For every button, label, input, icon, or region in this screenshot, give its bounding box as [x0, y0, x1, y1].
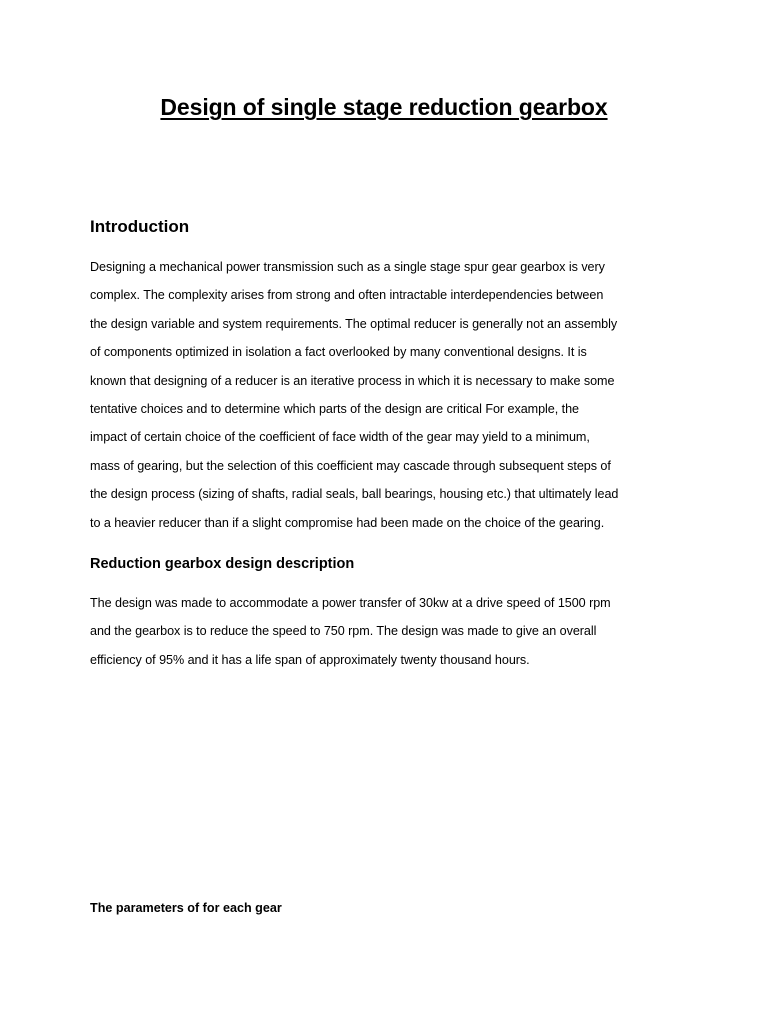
paragraph-line: to a heavier reducer than if a slight compromise had been made on the choice of the gearing. [90, 515, 605, 530]
parameters-label: The parameters of for each gear [90, 901, 282, 915]
paragraph-line: mass of gearing, but the selection of this coefficient may cascade through subsequent steps of [90, 458, 611, 473]
introduction-paragraph [90, 253, 680, 537]
paragraph-line: The design was made to accommodate a power transfer of 30kw at a drive speed of 1500 rpm [90, 596, 611, 610]
design-description-paragraph [90, 589, 680, 674]
section-heading-introduction: Introduction [90, 217, 190, 236]
paragraph-line: and the gearbox is to reduce the speed to 750 rpm. The design was made to give an overall [90, 624, 597, 639]
paragraph-line: of components optimized in isolation a fact overlooked by many conventional designs. It is [90, 345, 587, 360]
paragraph-line: Designing a mechanical power transmission such as a single stage spur gear gearbox is very [90, 260, 605, 274]
paragraph-line: the design variable and system requirements. The optimal reducer is generally not an assembly [90, 316, 618, 331]
paragraph-line: tentative choices and to determine which parts of the design are critical For example, the [90, 402, 580, 417]
paragraph-line: the design process (sizing of shafts, radial seals, ball bearings, housing etc.) that ultimately lead [90, 487, 619, 502]
paragraph-line: impact of certain choice of the coefficient of face width of the gear may yield to a minimum, [90, 430, 590, 445]
paragraph-line: known that designing of a reducer is an iterative process in which it is necessary to make some [90, 373, 615, 388]
paragraph-line: efficiency of 95% and it has a life span of approximately twenty thousand hours. [90, 652, 530, 667]
section-heading-design-description: Reduction gearbox design description [90, 556, 355, 572]
document-title: Design of single stage reduction gearbox [160, 94, 608, 120]
paragraph-line: complex. The complexity arises from strong and often intractable interdependencies between [90, 288, 604, 303]
